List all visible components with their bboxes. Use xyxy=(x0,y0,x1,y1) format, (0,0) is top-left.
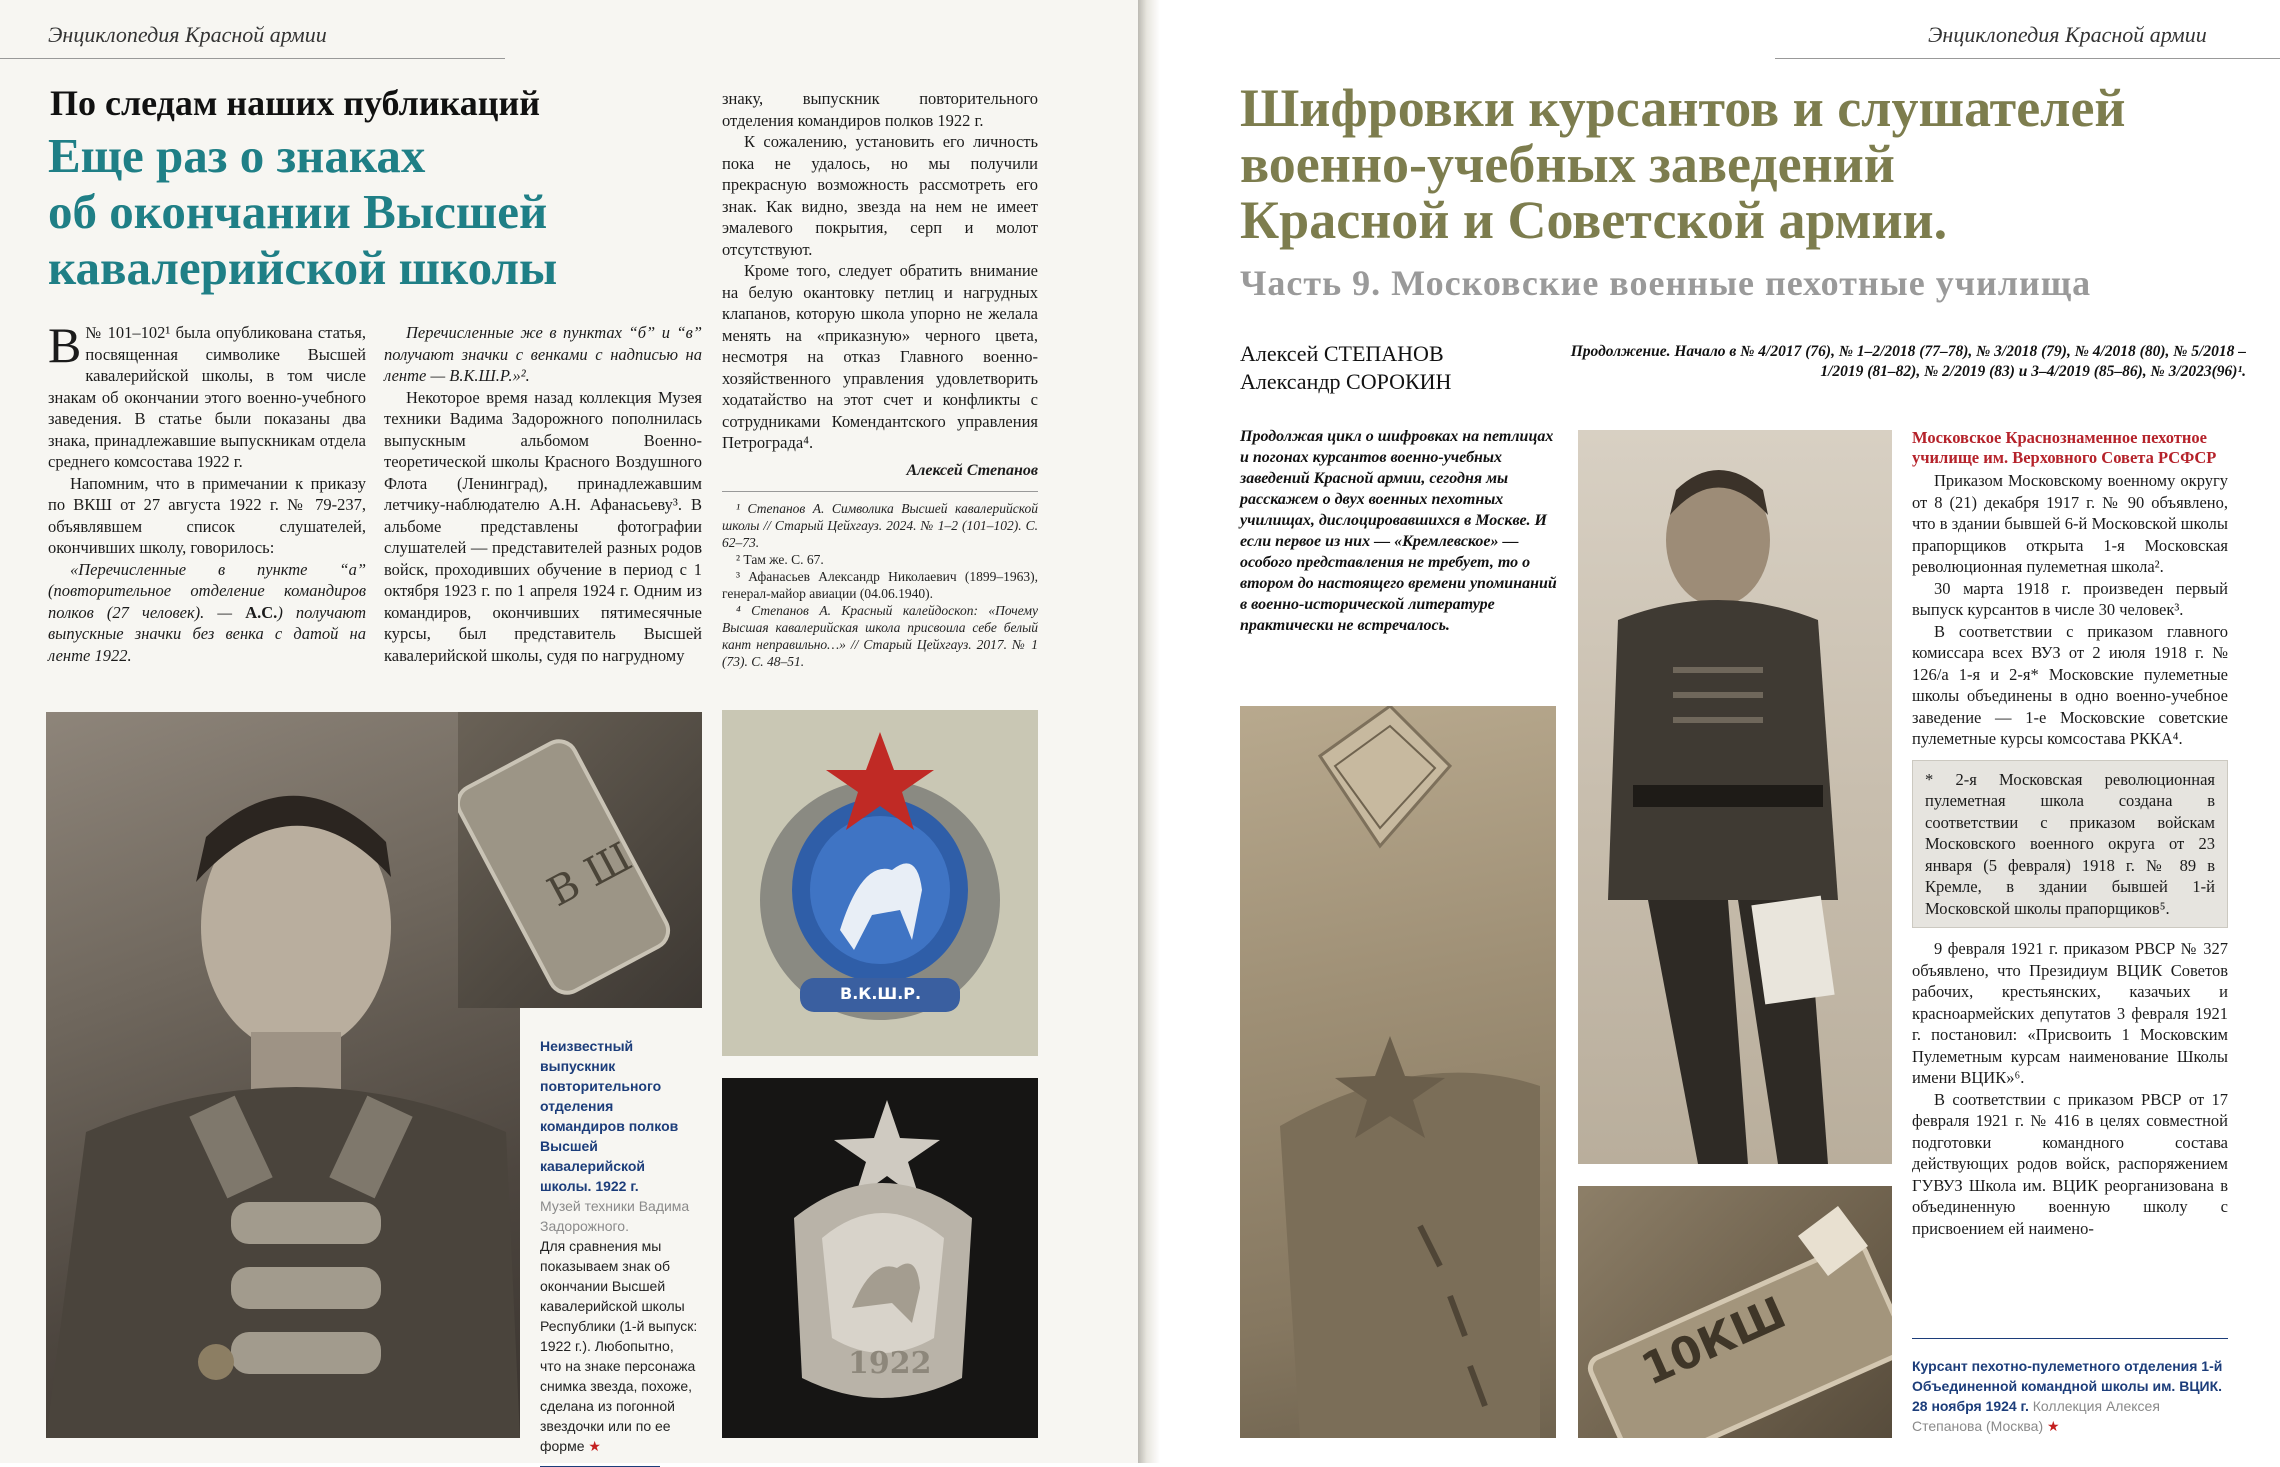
footnotes xyxy=(722,500,1038,670)
author-1: Алексей СТЕПАНОВ xyxy=(1240,341,1444,366)
left-col3-para3: Кроме того, следует обратить внимание на белую окантовку петлиц и нагрудных клапанов, которую школа упорно не желала менять на «приказную» черного цвета, несмотря на отказ Главного военно-хозяйственного управления удовлетворить ходатайство на этот счет и конфликты с сотрудниками Комендантского управления Петрограда⁴. xyxy=(722,261,1038,452)
footnote-rule xyxy=(722,491,1038,492)
right-title-line-1: Шифровки курсантов и слушателей xyxy=(1240,78,2126,138)
right-body-upper xyxy=(1912,470,2228,750)
left-col1-para3 xyxy=(48,559,366,667)
right-subtitle: Часть 9. Московские военные пехотные училища xyxy=(1240,263,2092,303)
vksh-badge-drawing xyxy=(722,710,1038,1056)
caption-left-title: Неизвестный выпускник повторительного отделения командиров полков Высшей кавалерийской школы. 1922 г. xyxy=(540,1038,679,1194)
1922-badge-photo xyxy=(722,1078,1038,1438)
left-col1-para1-text: № 101–102¹ была опубликована статья, посвященная символике Высшей кавалерийской школы, в том числе знакам об окончании этого военно-учебного заведения. В статье были показаны два знака, принадлежавшие выпускникам отдела среднего комсостава 1922 г. xyxy=(48,323,366,471)
article-signature: Алексей Степанов xyxy=(906,461,1038,479)
right-head-rule xyxy=(1775,58,2280,59)
continuation-label: Продолжение. Начало в xyxy=(1570,343,1737,360)
officer-portrait-drawing xyxy=(46,712,520,1438)
officer-portrait-photo xyxy=(46,712,520,1438)
right-para-2: 30 марта 1918 г. произведен первый выпуск курсантов в числе 30 человек³. xyxy=(1912,578,2228,619)
right-title xyxy=(1240,80,2240,248)
right-photo-caption xyxy=(1912,1356,2228,1436)
authors xyxy=(1240,340,1451,396)
left-col1-para2: Напомним, что в примечании к приказу по ВКШ от 27 августа 1922 г. № 79-237, объявлявшем список слушателей, окончивших школу, говорилось: xyxy=(48,473,366,557)
vksh-badge-photo xyxy=(722,710,1038,1056)
patch-cipher: 10КШ xyxy=(1634,1287,1794,1396)
left-col2-para1: Перечисленные же в пунктах “б” и “в” получают значки с венками с надписью на ленте — В.К.Ш.Р.»². xyxy=(384,323,702,385)
right-running-head: Энциклопедия Красной армии xyxy=(1928,22,2207,47)
badge-year: 1922 xyxy=(848,1346,932,1381)
end-star-icon: ★ xyxy=(588,1438,601,1454)
caption-left-source: Музей техники Вадима Задорожного. xyxy=(540,1198,690,1234)
collar-patch-photo xyxy=(458,712,702,1008)
left-col1-para1 xyxy=(48,317,366,473)
right-para-1: Приказом Московскому военному округу от 8 (21) декабря 1917 г. № 90 объявлено, что в здании бывшей 6-й Московской школы прапорщиков открыта 1-я Московская революционная пулеметная школа². xyxy=(1912,471,2228,576)
caption-right-rule xyxy=(1912,1338,2228,1339)
footnote-1: ¹ Степанов А. Символика Высшей кавалерийской школы // Старый Цейхгауз. 2024. № 1–2 (101–102). С. 62–73. xyxy=(722,501,1038,550)
section-title: Московское Краснознаменное пехотное училище им. Верховного Совета РСФСР xyxy=(1912,428,2217,467)
drop-cap: В xyxy=(48,317,82,373)
end-star-icon: ★ xyxy=(2047,1418,2060,1434)
note-text: * 2-я Московская революционная пулеметная школа создана в соответствии с приказом войскам Московского военного округа от 23 января (5 февраля) 1918 г. № 89 в Кремле, в здании бывшей 1-й Московской школы прапорщиков⁵. xyxy=(1925,769,2215,918)
left-col-2 xyxy=(384,322,702,666)
quote-part-2: ) получают выпускные значки без венка с датой на ленте 1922. xyxy=(48,602,366,665)
10ksh-patch-photo xyxy=(1578,1186,1892,1438)
left-col3-para2: К сожалению, установить его личность пока не удалось, но мы получили прекрасную возможность рассмотреть его знак. Как видно, звезда на нем не имеет эмалевого покрытия, серп и молот отсутствуют. xyxy=(722,132,1038,259)
left-col-1 xyxy=(48,317,366,666)
left-col-3 xyxy=(722,88,1038,670)
patch-letters: В Ш xyxy=(540,834,640,916)
lead-paragraph: Продолжая цикл о шифровках на петлицах и погонах курсантов военно-учебных заведений Красной армии, сегодня мы расскажем о двух военных пехотных училищах, дислоцировавшихся в Москве. И если первое из них — «Кремлевское» — особого представления не требует, то о втором до настоящего времени упоминаний в военно-исторической литературе практически не встречалось. xyxy=(1240,428,1557,634)
left-title xyxy=(48,128,688,296)
right-body-lower xyxy=(1912,938,2228,1239)
left-col3-para1: знаку, выпускник повторительного отделения командиров полков 1922 г. xyxy=(722,89,1038,130)
right-title-line-3: Красной и Советской армии. xyxy=(1240,190,1948,250)
cadet-portrait-photo xyxy=(1578,430,1892,1164)
footnote-4: ⁴ Степанов А. Красный калейдоскоп: «Почему Высшая кавалерийская школа присвоила себе белый кант неправильно…» // Старый Цейхгауз. 2017. № 1 (73). С. 48–51. xyxy=(722,603,1038,669)
right-para-4: 9 февраля 1921 г. приказом РВСР № 327 объявлено, что Президиум ВЦИК Советов рабочих, крестьянских, казачьих и красноармейских депутатов 3 февраля 1921 г. постановил: «Присвоить 1 Московским Пулеметным курсам наименование Школы имени ВЦИК»⁶. xyxy=(1912,939,2228,1087)
continuation-note xyxy=(1540,342,2246,382)
caption-left-text xyxy=(540,1236,698,1456)
left-title-line-2: об окончании Высшей xyxy=(48,184,548,239)
left-title-line-3: кавалерийской школы xyxy=(48,240,558,295)
caption-right-source: Коллекция Алексея Степанова (Москва) xyxy=(1912,1398,2160,1434)
page-spine xyxy=(1138,0,1160,1463)
right-para-5: В соответствии с приказом РВСР от 17 февраля 1921 г. № 416 в целях совместной подготовки командного состава действующих родов войск, распоряжением ГУВУЗ Школа им. ВЦИК реорганизована в объединенную военную школу с присвоением ей наименo- xyxy=(1912,1089,2228,1238)
left-kicker: По следам наших публикаций xyxy=(50,83,541,123)
right-text-column xyxy=(1912,428,2228,1239)
left-running-head: Энциклопедия Красной армии xyxy=(48,22,327,47)
quote-part-1: «Перечисленные в пункте “а” (повторительное отделение командиров полков (27 человек). — xyxy=(48,559,366,622)
badge-lettering: В.К.Ш.Р. xyxy=(840,984,922,1003)
continuation-issues: № 4/2017 (76), № 1–2/2018 (77–78), № 3/2018 (79), № 4/2018 (80), № 5/2018 – 1/2019 (81–82), № 2/2019 (83) и 3–4/2019 (85–86), № 3/2023(96)¹. xyxy=(1740,343,2246,380)
author-initials: А.С. xyxy=(245,602,278,622)
caption-right-title: Курсант пехотно-пулеметного отделения 1-й Объединенной командной школы им. ВЦИК. 28 ноября 1924 г. xyxy=(1912,1358,2223,1414)
left-title-line-1: Еще раз о знаках xyxy=(48,128,426,183)
left-col2-para2: Некоторое время назад коллекция Музея техники Вадима Задорожного пополнилась выпускным альбомом Военно-теоретической школы Красного Воздушного Флота (Ленинград), принадлежавшим летчику-наблюдателю А.Н. Афанасьеву³. В альбоме представлены фотографии слушателей — представителей разных родов войск, проходивших обучение в период с 1 октября 1923 г. по 1 апреля 1924 г. Одним из командиров, окончивших пятимесячные курсы, был представитель Высшей кавалерийской школы, судя по нагрудному xyxy=(384,387,702,665)
sleeve-closeup-drawing xyxy=(1240,706,1556,1438)
sleeve-closeup-photo xyxy=(1240,706,1556,1438)
caption-left-text-body: Для сравнения мы показываем знак об окончании Высшей кавалерийской школы Республики (1-й выпуск: 1922 г.). Любопытно, что на знаке персонажа снимка звезда, похоже, сделана из погонной звездочки или по ее форме xyxy=(540,1238,698,1454)
right-para-3: В соответствии с приказом главного комиссара всех ВУЗ от 2 июля 1918 г. № 126/а 1-я и 2-я* Московские пулеметные школы объединены в одно военно-учебное заведение — 1-е Московские советские пулеметные курсы комсостава РККА⁴. xyxy=(1912,621,2228,748)
cadet-portrait-drawing xyxy=(1578,430,1892,1164)
footnote-2: ² Там же. С. 67. xyxy=(736,552,824,567)
left-head-rule xyxy=(0,58,505,59)
footnote-3: ³ Афанасьев Александр Николаевич (1899–1963), генерал-майор авиации (04.06.1940). xyxy=(722,569,1038,601)
footnote-box xyxy=(1912,760,2228,929)
author-2: Александр СОРОКИН xyxy=(1240,369,1452,394)
1922-badge-drawing xyxy=(722,1078,1038,1438)
right-title-line-2: военно-учебных заведений xyxy=(1240,134,1895,194)
left-photo-caption xyxy=(540,1036,698,1467)
